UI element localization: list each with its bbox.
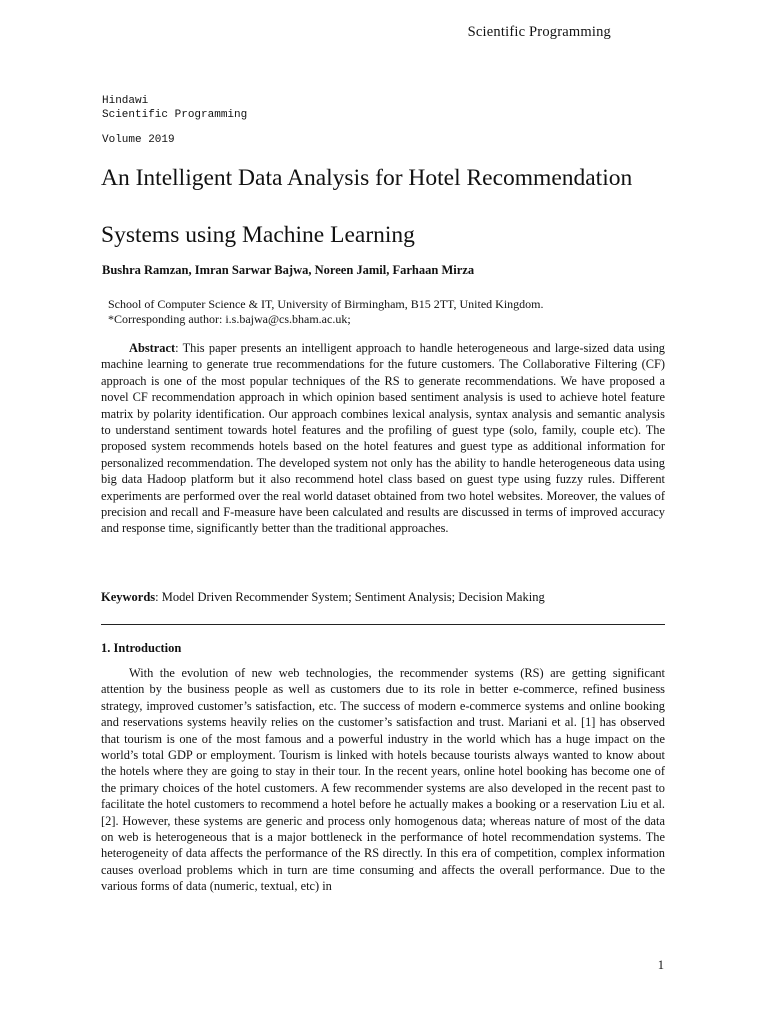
keywords-label: Keywords: [101, 590, 156, 604]
affiliation-text: School of Computer Science & IT, University of Birmingham, B15 2TT, United Kingdom.: [108, 297, 544, 311]
volume-label: Volume 2019: [102, 134, 175, 146]
corresponding-author: *Corresponding author: i.s.bajwa@cs.bham.ac.uk;: [108, 312, 351, 326]
keywords-line: [101, 590, 545, 605]
author-list: Bushra Ramzan, Imran Sarwar Bajwa, Noreen Jamil, Farhaan Mirza: [102, 263, 475, 277]
keywords-text: : Model Driven Recommender System; Sentiment Analysis; Decision Making: [155, 590, 545, 604]
paper-title: An Intelligent Data Analysis for Hotel Recommendation Systems using Machine Learning: [101, 165, 633, 248]
affiliation-block: [108, 297, 544, 327]
running-header: Scientific Programming: [467, 24, 611, 40]
journal-name: Scientific Programming: [102, 109, 248, 121]
page-number: 1: [657, 958, 664, 972]
introduction-heading: 1. Introduction: [101, 641, 182, 655]
abstract-text: : This paper presents an intelligent approach to handle heterogeneous and large-sized data using machine learning to generate true recommendations for the future customers. The Collaborative Filtering (CF) approach is one of the most popular techniques of the RS to generate recommendations. We have proposed a novel CF recommendation approach in which opinion based sentiment analysis is used to achieve hotel feature matrix by polarity identification. Our approach combines lexical analysis, syntax analysis and semantic analysis to understand sentiment towards hotel features and the profiling of guest type (solo, family, couple etc). The proposed system recommends hotels based on the hotel features and guest type as additional information for personalized recommendation. The developed system not only has the ability to handle heterogeneous data using big data Hadoop platform but it also recommend hotel class based on guest type using fuzzy rules. Different experiments are performed over the real world dataset obtained from two hotel websites. Moreover, the values of precision and recall and F-measure have been calculated and results are discussed in terms of improved accuracy and response time, significantly better than the traditional approaches.: [101, 341, 665, 536]
publisher-name: Hindawi: [102, 95, 149, 107]
section-divider: [101, 624, 665, 625]
publisher-block: [102, 94, 247, 122]
abstract-label: Abstract: [129, 341, 176, 355]
abstract-paragraph: [101, 340, 665, 537]
introduction-paragraph: With the evolution of new web technologies, the recommender systems (RS) are getting significant attention by the business people as well as customers due to its role in better e-commerce, refined business strategy, improved customer’s satisfaction, etc. The success of modern e-commerce systems and online booking and reservations systems heavily relies on the customer’s satisfaction and trust. Mariani et al. [1] has observed that tourism is one of the most famous and a powerful industry in the world which has a huge impact on the world’s total GDP or employment. Tourism is linked with hotels because tourists always wanted to know about the hotels where they are going to stay in their tour. In the recent years, online hotel booking has become one of the primary choices of the hotel customers. A few recommender systems are also developed in the recent past to facilitate the hotel customers to recommend a hotel before he actually makes a booking or a reservation Liu et al. [2]. However, these systems are generic and process only homogenous data; whereas nature of most of the data on web is heterogeneous that is a major bottleneck in the performance of hotel recommendation systems. The heterogeneity of data affects the performance of the RS directly. In this era of competition, complex information causes overload problems which in turn are time consuming and affects the overall performance. Due to the various forms of data (numeric, textual, etc) in: [101, 666, 665, 894]
